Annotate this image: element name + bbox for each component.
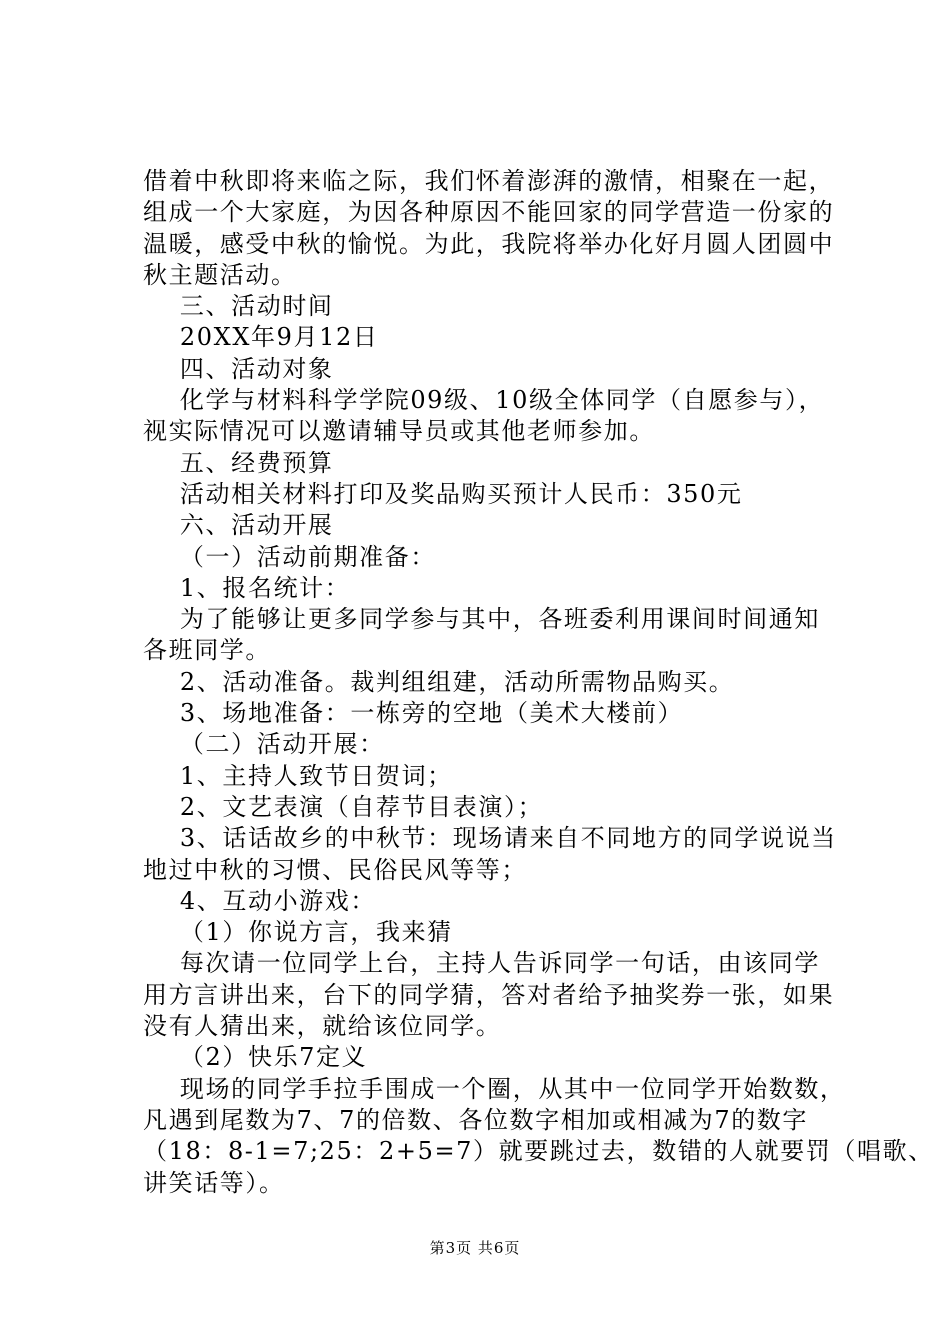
subsection-heading: （一）活动前期准备： — [143, 542, 436, 571]
section-heading: 六、活动开展 — [143, 511, 334, 540]
text-line: 借着中秋即将来临之际，我们怀着澎湃的激情，相聚在一起， — [143, 167, 835, 195]
text-line: 讲笑话等）。 — [143, 1168, 285, 1197]
subsection-heading: （1）你说方言，我来猜 — [143, 918, 453, 947]
list-item: 3、场地准备：一栋旁的空地（美术大楼前） — [143, 699, 684, 728]
list-item: 3、话话故乡的中秋节：现场请来自不同地方的同学说说当 — [143, 824, 837, 853]
text-line: 化学与材料科学学院09级、10级全体同学（自愿参与）， — [143, 386, 825, 415]
text-line: 秋主题活动。 — [143, 260, 297, 289]
page-number-footer: 第3页 共6页 — [429, 1239, 521, 1257]
text-line: （18：8-1=7;25：2+5=7）就要跳过去，数错的人就要罚（唱歌、 — [143, 1137, 934, 1166]
text-line: 各班同学。 — [143, 636, 271, 665]
subsection-heading: （2）快乐7定义 — [143, 1043, 368, 1072]
text-line: 视实际情况可以邀请辅导员或其他老师参加。 — [143, 417, 655, 446]
text-line: 为了能够让更多同学参与其中，各班委利用课间时间通知 — [143, 605, 820, 634]
text-line: 每次请一位同学上台，主持人告诉同学一句话，由该同学 — [143, 949, 820, 978]
text-line: 地过中秋的习惯、民俗民风等等； — [143, 855, 527, 884]
text-line: 20XX年9月12日 — [143, 323, 379, 352]
text-line: 温暖，感受中秋的愉悦。为此，我院将举办化好月圆人团圆中 — [143, 229, 835, 258]
section-heading: 五、经费预算 — [143, 448, 334, 477]
section-heading: 三、活动时间 — [143, 292, 334, 321]
text-line: 凡遇到尾数为7、7的倍数、各位数字相加或相减为7的数字 — [143, 1105, 809, 1134]
text-line: 用方言讲出来，台下的同学猜，答对者给予抽奖券一张，如果 — [143, 980, 835, 1009]
list-item: 2、活动准备。裁判组组建，活动所需物品购买。 — [143, 667, 735, 696]
list-item: 4、互动小游戏： — [143, 886, 376, 915]
document-body — [143, 166, 934, 1199]
text-line: 现场的同学手拉手围成一个圈，从其中一位同学开始数数， — [143, 1074, 846, 1103]
section-heading: 四、活动对象 — [143, 354, 334, 383]
list-item: 1、主持人致节日贺词； — [143, 761, 453, 790]
subsection-heading: （二）活动开展： — [143, 730, 385, 759]
text-line: 没有人猜出来，就给该位同学。 — [143, 1012, 502, 1041]
list-item: 2、文艺表演（自荐节目表演）； — [143, 792, 544, 821]
list-item: 1、报名统计： — [143, 573, 351, 602]
text-line: 活动相关材料打印及奖品购买预计人民币：350元 — [143, 479, 743, 508]
text-line: 组成一个大家庭，为因各种原因不能回家的同学营造一份家的 — [143, 198, 835, 227]
